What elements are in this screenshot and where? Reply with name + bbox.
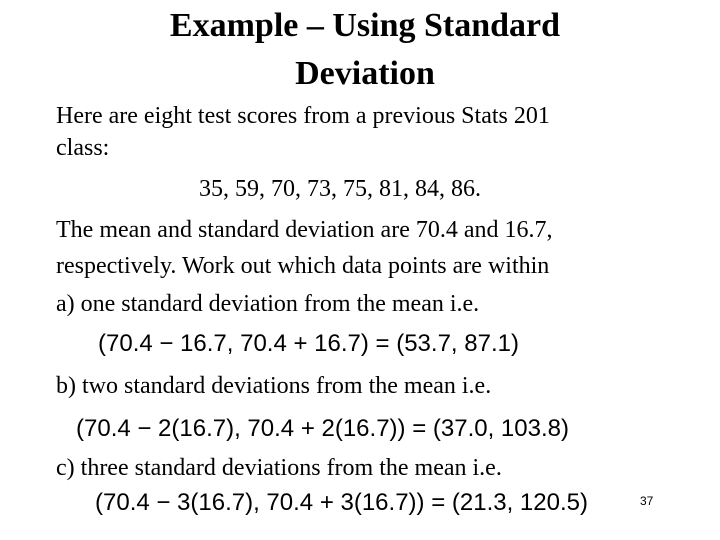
part-b-label: b) two standard deviations from the mean i.e. [56, 373, 492, 399]
intro-line-2: class: [56, 135, 110, 161]
formula-c: (70.4 − 3(16.7), 70.4 + 3(16.7)) = (21.3, 120.5) [95, 489, 588, 516]
intro-line-1: Here are eight test scores from a previous Stats 201 [56, 103, 550, 129]
stats-line-2: respectively. Work out which data points are within [56, 253, 550, 279]
slide-title [0, 2, 720, 98]
scores-list: 35, 59, 70, 73, 75, 81, 84, 86. [199, 176, 481, 202]
page-number: 37 [640, 494, 654, 508]
title-line-2: Deviation [295, 55, 435, 92]
formula-a: (70.4 − 16.7, 70.4 + 16.7) = (53.7, 87.1) [98, 330, 519, 357]
part-c-label: c) three standard deviations from the mean i.e. [56, 455, 502, 481]
stats-line-1: The mean and standard deviation are 70.4 and 16.7, [56, 217, 553, 243]
part-a-label: a) one standard deviation from the mean i.e. [56, 291, 480, 317]
formula-b: (70.4 − 2(16.7), 70.4 + 2(16.7)) = (37.0, 103.8) [76, 415, 569, 442]
title-line-1: Example – Using Standard [169, 7, 561, 44]
